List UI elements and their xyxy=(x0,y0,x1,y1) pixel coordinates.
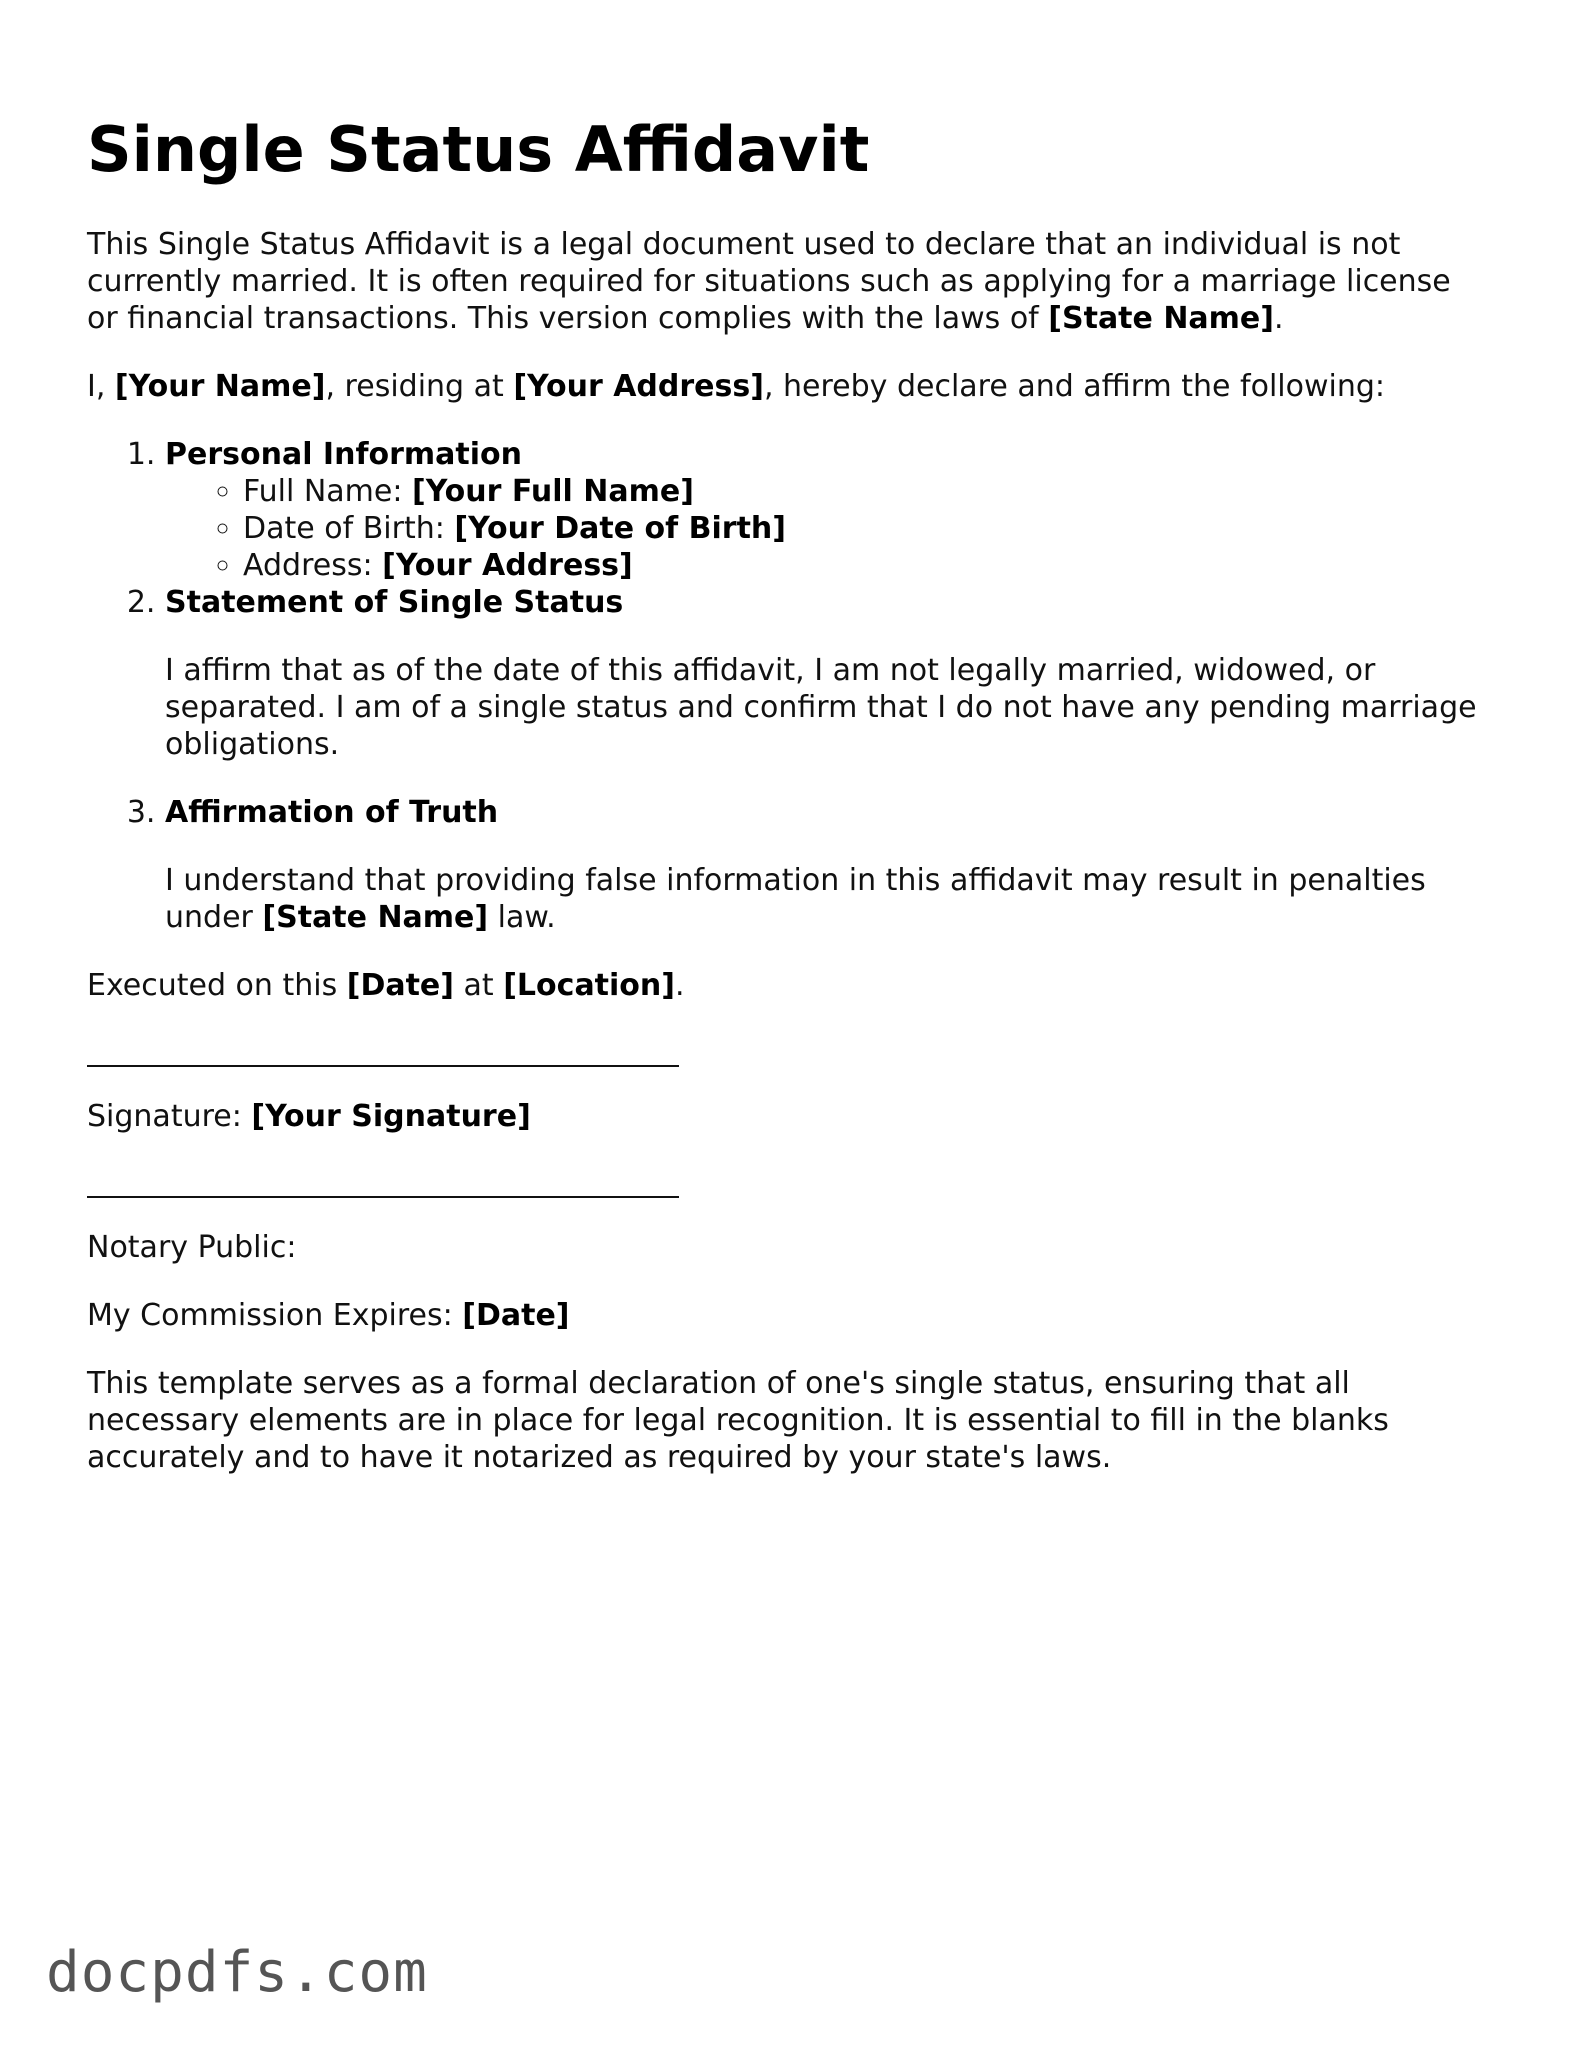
intro-end: . xyxy=(1273,301,1284,336)
notary-signature-line xyxy=(87,1166,679,1198)
declaration-paragraph xyxy=(87,368,1487,405)
section-heading: Statement of Single Status xyxy=(165,585,624,620)
signature-paragraph xyxy=(87,1098,1487,1135)
affidavit-sections-list xyxy=(87,436,1487,936)
section-heading: Personal Information xyxy=(165,437,522,472)
document-title: Single Status Affidavit xyxy=(87,113,870,186)
declaration-name-placeholder: [Your Name] xyxy=(114,369,326,404)
signature-label: Signature: xyxy=(87,1099,252,1134)
personal-info-value: [Your Date of Birth] xyxy=(454,511,787,546)
signature-line xyxy=(87,1035,679,1067)
executed-prefix: Executed on this xyxy=(87,968,347,1003)
executed-paragraph xyxy=(87,967,1487,1004)
declaration-address-placeholder: [Your Address] xyxy=(513,369,764,404)
section-heading: Affirmation of Truth xyxy=(165,795,499,830)
personal-info-value: [Your Address] xyxy=(382,548,633,583)
intro-paragraph xyxy=(87,226,1487,337)
closing-paragraph: This template serves as a formal declaration of one's single status, ensuring that all necessary elements are in place for legal recognition. It is essential to fill in the blanks accurately and to have it notarized as required by your state's laws. xyxy=(87,1366,1389,1475)
commission-date-placeholder: [Date] xyxy=(462,1298,570,1333)
section-personal-information xyxy=(165,436,1487,584)
section-affirmation-of-truth xyxy=(165,794,1487,936)
commission-paragraph xyxy=(87,1297,1487,1334)
personal-info-value: [Your Full Name] xyxy=(411,474,694,509)
declaration-suffix: , hereby declare and affirm the following: xyxy=(763,369,1386,404)
personal-info-item xyxy=(243,547,1487,584)
executed-mid: at xyxy=(454,968,504,1003)
personal-info-item xyxy=(243,473,1487,510)
executed-date-placeholder: [Date] xyxy=(346,968,454,1003)
commission-label: My Commission Expires: xyxy=(87,1298,463,1333)
personal-info-item xyxy=(243,510,1487,547)
intro-state-placeholder: [State Name] xyxy=(1048,301,1274,336)
notary-label: Notary Public: xyxy=(87,1230,297,1265)
affirmation-end: law. xyxy=(488,900,556,935)
declaration-prefix: I, xyxy=(87,369,115,404)
executed-location-placeholder: [Location] xyxy=(503,968,675,1003)
section-statement-of-single-status xyxy=(165,584,1487,763)
personal-info-list xyxy=(165,473,1487,584)
executed-end: . xyxy=(675,968,685,1003)
personal-info-label: Date of Birth: xyxy=(243,511,455,546)
personal-info-label: Address: xyxy=(243,548,383,583)
declaration-mid: , residing at xyxy=(325,369,514,404)
affirmation-text: I understand that providing false information in this affidavit may result in penalties under xyxy=(165,863,1426,935)
signature-placeholder: [Your Signature] xyxy=(251,1099,531,1134)
affirmation-state-placeholder: [State Name] xyxy=(262,900,489,935)
intro-text: This Single Status Affidavit is a legal document used to declare that an individual is not currently married. It is often required for situations such as applying for a marriage license or financial transactions. This version complies with the laws of xyxy=(87,227,1451,336)
statement-text: I affirm that as of the date of this affidavit, I am not legally married, widowed, or separated. I am of a single status and confirm that I do not have any pending marriage obligations. xyxy=(165,653,1477,762)
document-body xyxy=(87,226,1487,1507)
personal-info-label: Full Name: xyxy=(243,474,412,509)
affirmation-paragraph xyxy=(165,862,1487,936)
watermark-logo: docpdfs.com xyxy=(46,1940,428,2005)
